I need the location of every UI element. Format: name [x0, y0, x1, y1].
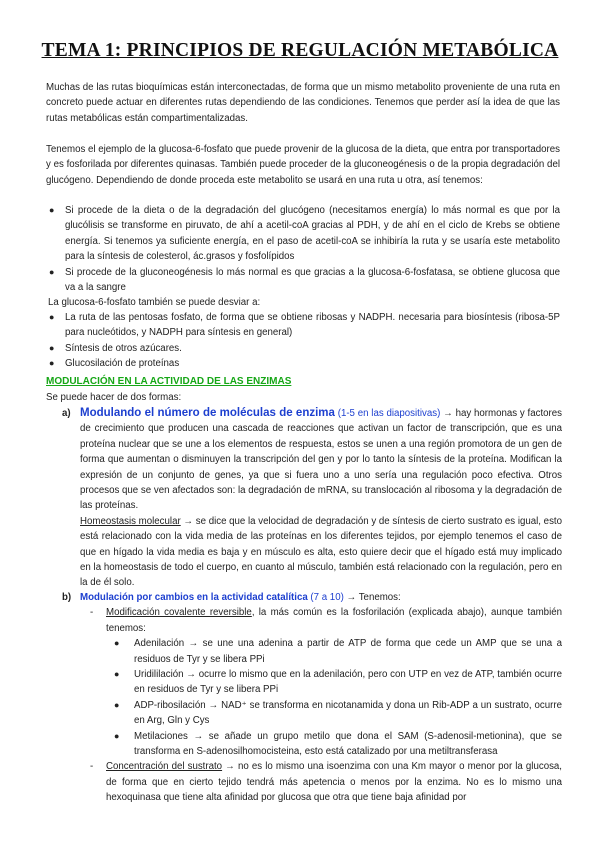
diversion-intro: La glucosa-6-fosfato también se puede desviar a: — [48, 297, 261, 308]
list-item-text: Síntesis de otros azúcares. — [65, 342, 182, 354]
section-intro: Se puede hacer de dos formas: — [46, 392, 182, 403]
page-title: TEMA 1: PRINCIPIOS DE REGULACIÓN METABÓLICA — [41, 40, 559, 61]
list-item-text: Adenilación → se une una adenina a partir de ATP de forma que cede un AMP que se una a residuos de Tyr y se libera PPi — [134, 638, 562, 665]
item-b-title: Modulación por cambios en la actividad catalítica — [80, 592, 308, 603]
covalent-text: , la más común es la fosforilación (explicada abajo), aunque también tenemos: — [106, 607, 562, 634]
list-item — [46, 698, 562, 729]
list-item-text: Glucosilación de proteínas — [65, 358, 180, 370]
homeostasis-term: Homeostasis molecular — [80, 515, 181, 527]
item-a-ref: (1-5 en las diapositivas) — [337, 408, 441, 419]
list-item — [46, 636, 562, 667]
list-item — [46, 310, 560, 341]
example-paragraph: Tenemos el ejemplo de la glucosa-6-fosfato que puede provenir de la glucosa de la dieta, que entra por transportadores y es fosforilada por diferentes quinasas. También puede proceder de la gluconeogénesis o de la propia degradación del glucógeno. Dependiendo de donde proceda este metabolito se usará en una ruta u otra, así tenemos: — [46, 144, 560, 186]
bullet-icon: ● — [114, 638, 120, 649]
covalent-item — [46, 605, 562, 636]
item-a-label: a) — [62, 408, 71, 419]
list-item — [46, 667, 562, 698]
list-item — [46, 341, 560, 356]
item-b-label: b) — [62, 592, 72, 603]
section-heading: MODULACIÓN EN LA ACTIVIDAD DE LAS ENZIMAS — [46, 376, 292, 387]
covalent-term: Modificación covalente reversible — [106, 607, 252, 619]
bullet-icon: ● — [114, 669, 120, 680]
list-item-text: ADP-ribosilación → NAD⁺ se transforma en nicotanamida y dona un Rib-ADP a un sustrato, ocurre en Arg, Gln y Cys — [134, 699, 562, 727]
list-item-text: La ruta de las pentosas fosfato, de forma que se obtiene ribosas y NADPH. necesaria para biosíntesis (ribosa-5P para nucleótidos, y NADPH para síntesis en general) — [65, 312, 560, 339]
diversion-list — [46, 310, 560, 372]
list-item — [46, 203, 560, 265]
list-item-text: Si procede de la dieta o de la degradación del glucógeno (necesitamos energía) lo más normal es que por la glucólisis se transforme en piruvato, de ahí a acetil-coA gracias al PDH, y de ahí en el ciclo de Krebs se obtiene energía. Si tenemos ya suficiente energía, en el paso de acetil-coA se inhibiría la ruta y se usaría este metabolito para la síntesis de colesterol, ác.grasos y fosfolípidos — [65, 205, 560, 263]
homeostasis-text: → se dice que la velocidad de degradación y de síntesis de cierto sustrato es igual, esto está relacionado con la vida media de las proteínas en los diferentes tejidos, por ejemplo tenemos el caso de que en hígado la vida media es baja y en músculo es alta, esto quiere decir que el hígado está muy implicado en la homeostasis de todo el cuerpo, en cuanto al músculo, también está relacionado con la regulación, pero en la de él solo. — [80, 515, 562, 589]
bullet-icon: ● — [49, 358, 55, 369]
intro-paragraph: Muchas de las rutas bioquímicas están interconectadas, de forma que un mismo metabolito proveniente de una ruta en concreto puede actuar en diferentes rutas dependiendo de las condiciones. Tenemos que perder así la idea de que las rutas metabólicas están compartimentalizadas. — [46, 82, 560, 124]
list-item — [46, 356, 560, 371]
item-a-title: Modulando el número de moléculas de enzima — [80, 407, 335, 419]
bullet-icon: ● — [49, 266, 55, 277]
bullet-icon: ● — [49, 205, 55, 215]
bullet-icon: ● — [114, 699, 120, 710]
list-item — [46, 729, 562, 760]
concentration-term: Concentración del sustrato — [106, 761, 223, 773]
list-item-text: Si procede de la gluconeogénesis lo más normal es que gracias a la glucosa-6-fosfatasa, se obtiene glucosa que va a la sangre — [65, 266, 560, 294]
bullet-icon: ● — [114, 730, 120, 741]
item-a-text: → hay hormonas y factores de crecimiento que producen una cascada de reacciones que activan un factor de transcripción, que es una proteína nuclear que se une a los elementos de respuesta, estos se unen a una región promotora de un gen de forma que aumentan o disminuyen la transcripción del gen y por lo tanto la síntesis de la proteína. Modifican la expresión de un conjunto de genes, ya que si fuera uno a uno sería una regulación poco efectiva. Otros procesos que se ven afectados son: la degradación de mRNA, su translocación al ribosoma y la degradación de las proteínas. — [80, 408, 562, 512]
origin-list — [46, 203, 560, 295]
list-item-text: Uridililación → ocurre lo mismo que en la adenilación, pero con UTP en vez de ATP, también ocurre en residuos de Tyr y se libera PPi — [134, 669, 562, 696]
concentration-item — [46, 759, 562, 805]
list-item — [46, 265, 560, 296]
item-b-ref: (7 a 10) — [310, 592, 344, 603]
dash-icon: - — [90, 761, 94, 773]
list-item-text: Metilaciones → se añade un grupo metilo que dona el SAM (S-adenosil-metionina), que se transforma en S-adenosilhomocisteina, esto está catalizado por una metiltransferasa — [134, 730, 562, 758]
item-a — [46, 406, 562, 591]
item-b — [46, 590, 562, 806]
dash-icon: - — [90, 607, 94, 619]
item-b-tail: → Tenemos: — [346, 592, 401, 603]
bullet-icon: ● — [49, 342, 55, 353]
bullet-icon: ● — [49, 312, 55, 322]
concentration-text: → no es lo mismo una isoenzima con una Km mayor o menor por la glucosa, de forma que en cierto tejido tendrá más apetencia o menos por la enzima. No es lo mismo una hexoquinasa que tiene alta afinidad por glucosa que otra que tiene baja afinidad por — [106, 761, 562, 804]
